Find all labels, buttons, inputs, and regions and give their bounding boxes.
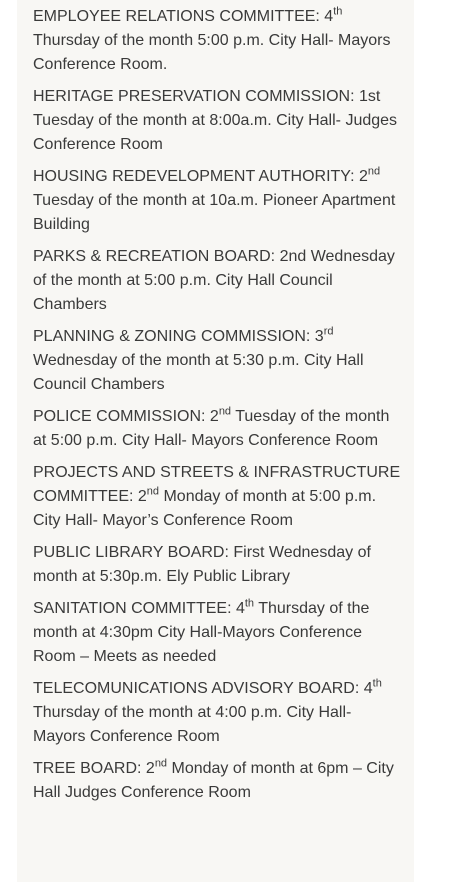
schedule-entry-telecommunications: TELECOMUNICATIONS ADVISORY BOARD: 4th Thursday of the month at 4:00 p.m. City Hall- Mayors Conference Room: [33, 677, 382, 745]
schedule-entry-housing-redevelopment: HOUSING REDEVELOPMENT AUTHORITY: 2nd Tuesday of the month at 10a.m. Pioneer Apartment Building: [33, 165, 396, 233]
schedule-entry-public-library: PUBLIC LIBRARY BOARD: First Wednesday of month at 5:30p.m. Ely Public Library: [33, 544, 371, 585]
schedule-entry-employee-relations: EMPLOYEE RELATIONS COMMITTEE: 4th Thursday of the month 5:00 p.m. City Hall- Mayors Conference Room.: [33, 5, 391, 73]
schedule-entry-police-commission: POLICE COMMISSION: 2nd Tuesday of the month at 5:00 p.m. City Hall- Mayors Conference Room: [33, 405, 390, 449]
schedule-entry-parks-recreation: PARKS & RECREATION BOARD: 2nd Wednesday of the month at 5:00 p.m. City Hall Council Chambers: [33, 248, 395, 313]
schedule-entry-tree-board: TREE BOARD: 2nd Monday of month at 6pm – City Hall Judges Conference Room: [33, 757, 394, 801]
schedule-entry-sanitation: SANITATION COMMITTEE: 4th Thursday of the month at 4:30pm City Hall-Mayors Conference Room – Meets as needed: [33, 597, 370, 665]
schedule-entry-projects-streets: PROJECTS AND STREETS & INFRASTRUCTURE COMMITTEE: 2nd Monday of month at 5:00 p.m. City Hall- Mayor’s Conference Room: [33, 464, 401, 529]
schedule-entry-heritage-preservation: HERITAGE PRESERVATION COMMISSION: 1st Tuesday of the month at 8:00a.m. City Hall- Judges Conference Room: [33, 88, 398, 153]
meeting-schedule-panel: [17, 0, 414, 882]
schedule-entry-planning-zoning: PLANNING & ZONING COMMISSION: 3rd Wednesday of the month at 5:30 p.m. City Hall Council Chambers: [33, 325, 364, 393]
